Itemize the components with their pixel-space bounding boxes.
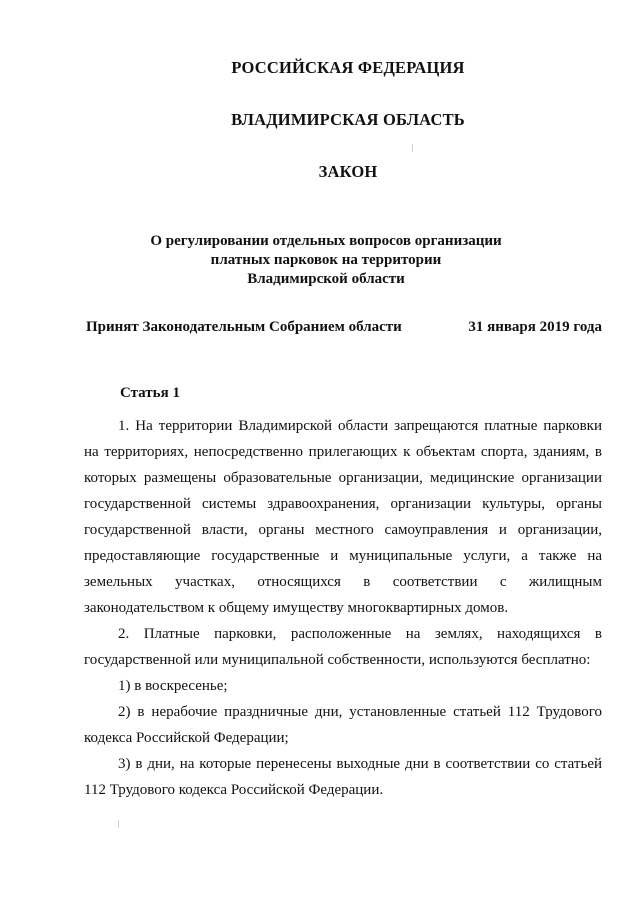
adopted-by: Принят Законодательным Собранием области <box>86 319 402 335</box>
article-body <box>84 413 602 803</box>
law-title-line-1: О регулировании отдельных вопросов организации <box>150 233 502 249</box>
scan-speck <box>412 144 413 152</box>
article-title: Статья 1 <box>120 385 180 401</box>
paragraph: 1) в воскресенье; <box>118 678 228 694</box>
scan-speck <box>118 820 119 828</box>
adoption-date: 31 января 2019 года <box>468 319 602 335</box>
paragraph: 1. На территории Владимирской области запрещаются платные парковки на территориях, непосредственно прилегающих к объектам спорта, зданиям, в которых размещены образовательные организации, медицинские организации государственной системы здравоохранения, организации культуры, органы государственной власти, органы местного самоуправления и организации, предоставляющие государственные и муниципальные услуги, а также на земельных участках, относящихся в соответствии с жилищным законодательством к общему имуществу многоквартирных домов. <box>84 418 602 616</box>
law-title <box>6 232 640 289</box>
country-heading: РОССИЙСКАЯ ФЕДЕРАЦИЯ <box>231 58 465 77</box>
paragraph: 3) в дни, на которые перенесены выходные дни в соответствии со статьей 112 Трудового кодекса Российской Федерации. <box>84 756 602 798</box>
paragraph: 2) в нерабочие праздничные дни, установленные статьей 112 Трудового кодекса Российской Федерации; <box>84 704 602 746</box>
region-heading: ВЛАДИМИРСКАЯ ОБЛАСТЬ <box>231 110 465 129</box>
doc-type-heading: ЗАКОН <box>318 162 378 181</box>
paragraph: 2. Платные парковки, расположенные на землях, находящихся в государственной или муниципальной собственности, используются бесплатно: <box>84 626 602 668</box>
law-title-line-3: Владимирской области <box>247 271 405 287</box>
law-title-line-2: платных парковок на территории <box>210 252 442 268</box>
